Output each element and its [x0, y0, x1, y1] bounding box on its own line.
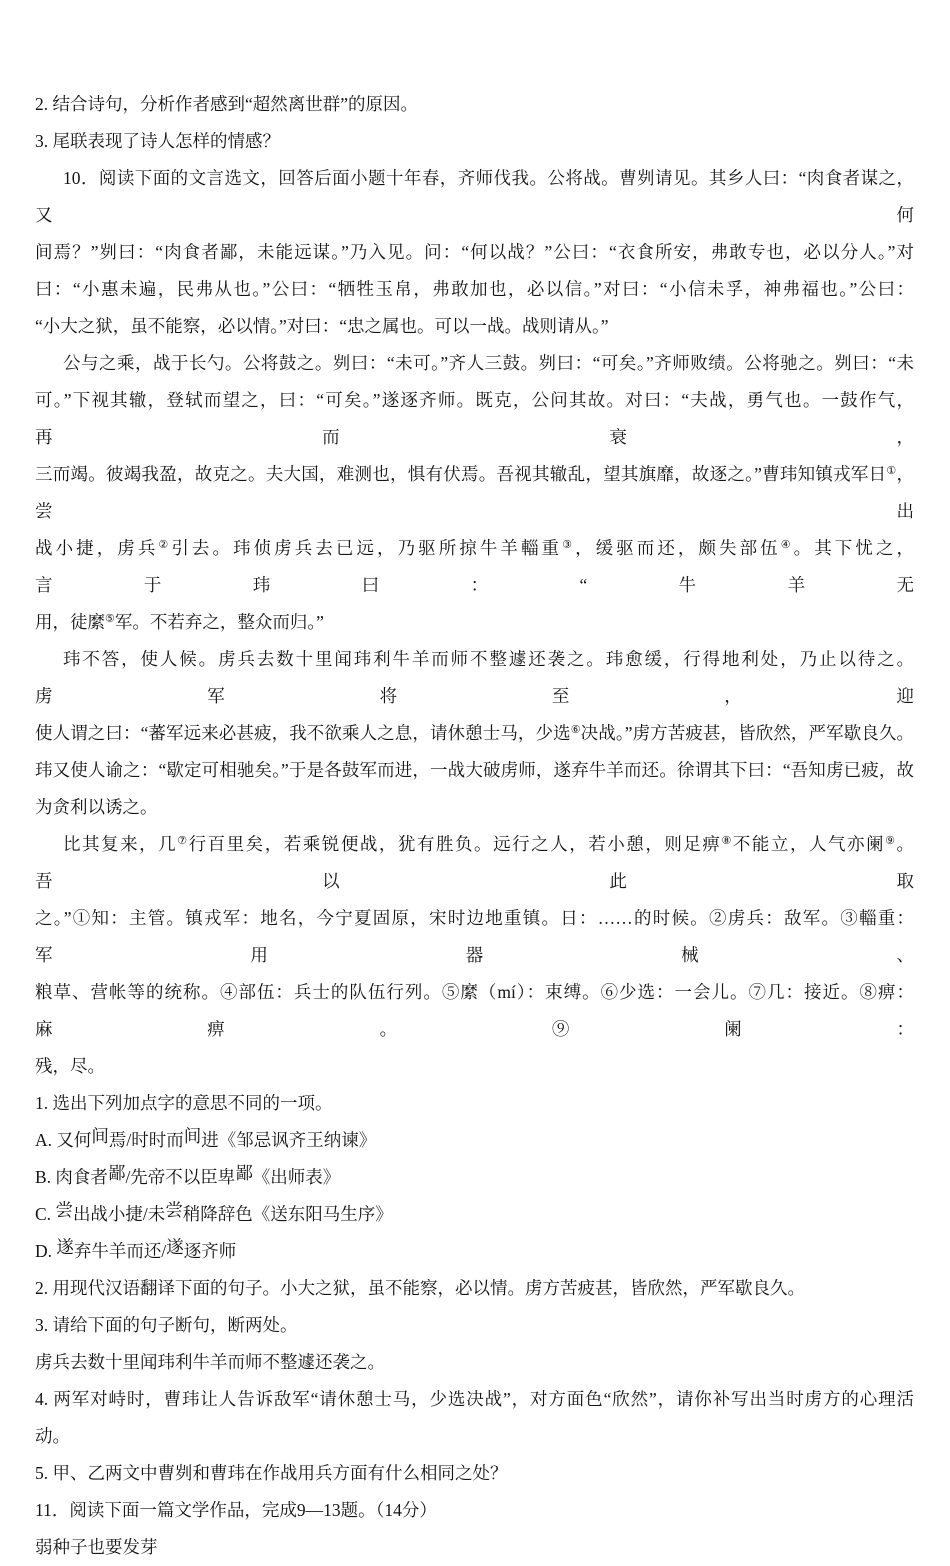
footnote-line-3: 残，尽。: [35, 1056, 105, 1076]
passage-line-2: 间焉？”刿曰：“肉食者鄙，未能远谋。”乃入见。问：“何以战？”公曰：“衣食所安，弗敢专也，必以分人。”对: [35, 242, 914, 262]
subquestion-4-line-1: 4. 两军对峙时，曹玮让人告诉敌军“请休憩士马，少选决战”，对方面色“欣然”，请你补写出当时虏方的心理活: [35, 1389, 914, 1409]
passage-line-6: 可。”下视其辙，登轼而望之，曰：“可矣。”遂逐齐师。既克，公问其故。对曰：“夫战，勇气也。一鼓作气，再而衰，: [35, 390, 914, 447]
option-d-line: D. 遂弃牛羊而还/遂逐齐师: [35, 1237, 237, 1261]
passage-line-3: 曰：“小惠未遍，民弗从也。”公曰：“牺牲玉帛，弗敢加也，必以信。”对曰：“小信未孚，神弗福也。”公曰：: [35, 279, 914, 299]
punctuate-sentence-line: 虏兵去数十里闻玮利牛羊而师不整遽还袭之。: [35, 1352, 385, 1372]
option-c-line: C. 尝出战小捷/未尝稍降辞色《送东阳马生序》: [35, 1200, 393, 1224]
footnote-line-2: 粮草、营帐等的统称。④部伍：兵士的队伍行列。⑤縻（mí）：束缚。⑥少选：一会儿。⑦几：接近。⑧痹：麻痹。⑨阑：: [35, 982, 914, 1039]
passage-line-10: 玮不答，使人候。虏兵去数十里闻玮利牛羊而师不整遽还袭之。玮愈缓，行得地利处，乃止以待之。虏军将至，迎: [35, 649, 914, 706]
passage-line-11: 使人谓之曰：“蕃军远来必甚疲，我不欲乘人之息，请休憩士马，少选⑥决战。”虏方苦疲甚，皆欣然，严军歇良久。: [35, 723, 914, 743]
subquestion-3-line: 3. 请给下面的句子断句，断两处。: [35, 1315, 298, 1335]
subquestion-5-line: 5. 甲、乙两文中曹刿和曹玮在作战用兵方面有什么相同之处？: [35, 1463, 508, 1483]
question-2-line: 2. 结合诗句，分析作者感到“超然离世群”的原因。: [35, 94, 419, 114]
passage-line-7: 三而竭。彼竭我盈，故克之。夫大国，难测也，惧有伏焉。吾视其辙乱，望其旗靡，故逐之。”曹玮知镇戎军日①，尝出: [35, 464, 914, 521]
option-b-line: B. 肉食者鄙/先帝不以臣卑鄙《出师表》: [35, 1163, 341, 1187]
footnote-line-1: 之。”①知：主管。镇戎军：地名，今宁夏固原，宋时边地重镇。日：……的时候。②虏兵：敌军。③輜重：军用器械、: [35, 908, 914, 965]
question-11-line: 11．阅读下面一篇文学作品，完成9—13题。（14分）: [35, 1500, 437, 1520]
passage-line-8: 战小捷，虏兵②引去。玮侦虏兵去已远，乃驱所掠牛羊輜重③，缓驱而还，颇失部伍④。其下忧之，言于玮曰：“牛羊无: [35, 538, 915, 595]
passage-line-5: 公与之乘，战于长勺。公将鼓之。刿曰：“未可。”齐人三鼓。刿曰：“可矣。”齐师败绩。公将驰之。刿曰：“未: [63, 353, 914, 373]
passage-line-9: 用，徒縻⑤军。不若弃之，整众而归。”: [35, 612, 324, 632]
subquestion-4-line-2: 动。: [35, 1426, 70, 1446]
passage-line-14: 比其复来，几⑦行百里矣，若乘锐便战，犹有胜负。远行之人，若小憩，则足痹⑧不能立，人气亦阑⑨。吾以此取: [35, 834, 915, 891]
subquestion-1-line: 1. 选出下列加点字的意思不同的一项。: [35, 1093, 333, 1113]
option-a-line: A. 又何间焉/时时而间进《邹忌讽齐王纳谏》: [35, 1126, 377, 1150]
passage-line-1: 10．阅读下面的文言选文，回答后面小题十年春，齐师伐我。公将战。曹刿请见。其乡人曰：“肉食者谋之，又何: [35, 168, 914, 225]
question-3-line: 3. 尾联表现了诗人怎样的情感？: [35, 131, 280, 151]
reading-title-line: 弱种子也要发芽: [35, 1537, 158, 1557]
passage-line-12: 玮又使人谕之：“歇定可相驰矣。”于是各鼓军而进，一战大破虏师，遂弃牛羊而还。徐谓其下曰：“吾知虏已疲，故: [35, 760, 914, 780]
subquestion-2-line: 2. 用现代汉语翻译下面的句子。小大之狱，虽不能察，必以情。虏方苦疲甚，皆欣然，严军歇良久。: [35, 1278, 805, 1298]
passage-line-13: 为贪利以诱之。: [35, 797, 158, 817]
passage-line-4: “小大之狱，虽不能察，必以情。”对曰：“忠之属也。可以一战。战则请从。”: [35, 316, 609, 336]
